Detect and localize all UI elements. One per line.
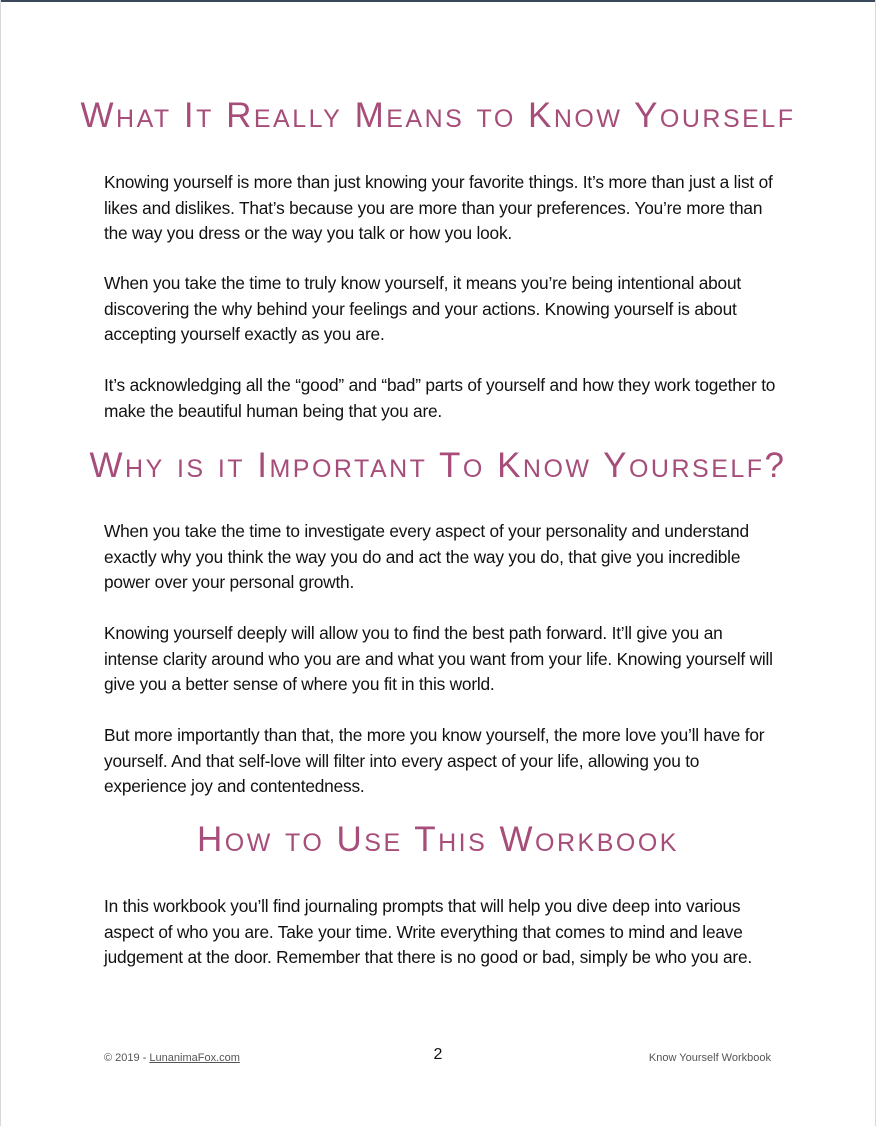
paragraph: Knowing yourself deeply will allow you to find the best path forward. It’ll give you an intense clarity around who you are and what you want from your life. Knowing yourself will give you a better sense of where you fit in this world. [104,623,773,695]
page-number: 2 [433,1046,443,1063]
section-heading-how-to-use: How to Use This Workbook [197,820,679,859]
section-heading-what-it-means: What It Really Means to Know Yourself [80,96,796,135]
paragraph: But more importantly than that, the more you know yourself, the more love you’ll have for yourself. And that self-love will filter into every aspect of your life, allowing you to experience joy and contentedness. [104,725,765,797]
paragraph: In this workbook you’ll find journaling prompts that will help you dive deep into various aspect of who you are. Take your time. Write everything that comes to mind and leave judgement at the door. Remember that there is no good or bad, simply be who you are. [104,896,752,968]
paragraph: It’s acknowledging all the “good” and “bad” parts of yourself and how they work together to make the beautiful human being that you are. [104,375,776,421]
section-heading-why-important: Why is it Important To Know Yourself? [89,446,787,485]
copyright-text: © 2019 - [104,1052,150,1064]
site-link[interactable]: LunanimaFox.com [149,1052,240,1064]
paragraph: When you take the time to investigate every aspect of your personality and understand exactly why you think the way you do and act the way you do, that give you incredible power over your personal growth. [104,521,749,593]
page-edge-left [0,0,1,1126]
top-border [0,0,876,2]
footer-book-title: Know Yourself Workbook [648,1052,771,1064]
paragraph: When you take the time to truly know yourself, it means you’re being intentional about discovering the why behind your feelings and your actions. Knowing yourself is about accepting yourself exactly as you are. [104,273,741,345]
paragraph: Knowing yourself is more than just knowing your favorite things. It’s more than just a list of likes and dislikes. That’s because you are more than your preferences. You’re more than the way you dress or the way you talk or how you look. [104,172,773,244]
